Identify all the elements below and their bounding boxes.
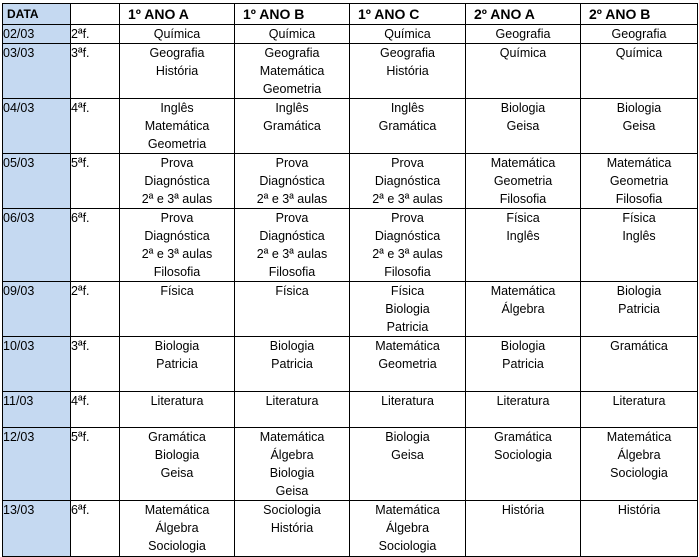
subject-text: Álgebra (617, 448, 661, 462)
subject-cell (235, 25, 350, 44)
weekday-cell (71, 99, 120, 154)
subject-text: História (270, 521, 314, 535)
header-class-2a: 2º ANO A (466, 4, 581, 25)
subject-cell (120, 25, 235, 44)
subject-cell (581, 154, 698, 209)
subject-text: Literatura (381, 394, 434, 408)
subject-text: Filosofia (268, 265, 316, 279)
subject-cell (120, 154, 235, 209)
subject-text: Álgebra (385, 521, 430, 535)
subject-text: Gramática (610, 339, 668, 353)
subject-cell (350, 337, 466, 392)
subject-text: Biologia (154, 339, 200, 353)
table-row (3, 25, 698, 44)
subject-cell (120, 209, 235, 282)
subject-text: Literatura (612, 394, 666, 408)
subject-text: Matemática (375, 503, 440, 517)
subject-text: História (155, 64, 199, 78)
date-text: 13/03 (3, 503, 35, 517)
date-text: 02/03 (3, 27, 35, 41)
subject-cell (581, 392, 698, 428)
header-class-1a: 1º ANO A (120, 4, 235, 25)
weekday-text: 4ªf. (71, 101, 90, 115)
subject-cell (581, 337, 698, 392)
subject-text: Gramática (263, 119, 321, 133)
subject-text: Álgebra (270, 448, 314, 462)
subject-cell (466, 99, 581, 154)
subject-text: Geometria (378, 357, 437, 371)
subject-text: 2ª e 3ª aulas (256, 192, 328, 206)
subject-cell (235, 44, 350, 99)
subject-text: Diagnóstica (374, 229, 441, 243)
subject-text: Matemática (259, 430, 325, 444)
subject-cell (581, 99, 698, 154)
subject-text: Biologia (385, 430, 430, 444)
subject-text: Prova (160, 211, 194, 225)
subject-text: Matemática (606, 430, 672, 444)
weekday-text: 4ªf. (71, 394, 90, 408)
date-cell (3, 44, 71, 99)
subject-text: Geometria (262, 82, 322, 96)
date-cell (3, 209, 71, 282)
subject-cell (350, 392, 466, 428)
subject-cell (235, 209, 350, 282)
subject-text: Prova (391, 156, 424, 170)
date-text: 10/03 (3, 339, 35, 353)
subject-text: Filosofia (153, 265, 201, 279)
weekday-cell (71, 282, 120, 337)
table-row (3, 501, 698, 557)
subject-text: Sociologia (263, 503, 321, 517)
weekday-cell (71, 337, 120, 392)
subject-text: Prova (275, 211, 309, 225)
subject-text: Biologia (500, 339, 546, 353)
weekday-cell (71, 44, 120, 99)
subject-cell (466, 282, 581, 337)
weekday-text: 6ªf. (71, 503, 90, 517)
subject-text: Filosofia (499, 192, 547, 206)
subject-text: Literatura (265, 394, 319, 408)
date-text: 12/03 (3, 430, 35, 444)
header-day (71, 4, 120, 25)
subject-text: Geisa (275, 484, 309, 498)
subject-text: Biologia (616, 101, 662, 115)
subject-text: História (617, 503, 661, 517)
date-cell (3, 25, 71, 44)
subject-text: Geografia (495, 27, 551, 41)
date-text: 06/03 (3, 211, 35, 225)
subject-cell (466, 428, 581, 501)
subject-cell (235, 282, 350, 337)
subject-cell (581, 501, 698, 557)
subject-text: Filosofia (384, 265, 431, 279)
subject-cell (120, 428, 235, 501)
subject-cell (581, 282, 698, 337)
subject-text: Matemática (144, 503, 210, 517)
weekday-cell (71, 501, 120, 557)
subject-cell (466, 501, 581, 557)
subject-cell (581, 209, 698, 282)
subject-text: Física (160, 284, 194, 298)
subject-text: Geisa (622, 119, 656, 133)
header-class-1b: 1º ANO B (235, 4, 350, 25)
subject-text: Física (390, 284, 425, 298)
subject-cell (466, 392, 581, 428)
date-cell (3, 337, 71, 392)
date-text: 09/03 (3, 284, 35, 298)
subject-text: Biologia (269, 339, 315, 353)
schedule-table (2, 3, 698, 557)
subject-cell (235, 99, 350, 154)
subject-text: Biologia (269, 466, 315, 480)
subject-text: Química (268, 27, 316, 41)
subject-text: Diagnóstica (144, 229, 210, 243)
table-row (3, 44, 698, 99)
subject-text: Geometria (147, 137, 207, 151)
subject-text: Química (615, 46, 663, 60)
weekday-cell (71, 392, 120, 428)
subject-cell (120, 282, 235, 337)
date-text: 05/03 (3, 156, 35, 170)
subject-cell (235, 154, 350, 209)
table-row (3, 99, 698, 154)
weekday-text: 6ªf. (71, 211, 90, 225)
subject-text: 2ª e 3ª aulas (372, 247, 443, 261)
subject-text: Diagnóstica (374, 174, 441, 188)
date-cell (3, 428, 71, 501)
subject-cell (120, 99, 235, 154)
subject-text: História (501, 503, 545, 517)
subject-text: Matemática (144, 119, 210, 133)
subject-text: Sociologia (148, 539, 206, 553)
subject-cell (235, 428, 350, 501)
weekday-text: 5ªf. (71, 430, 90, 444)
date-cell (3, 154, 71, 209)
subject-text: História (386, 64, 429, 78)
subject-text: Biologia (154, 448, 200, 462)
subject-text: Diagnóstica (144, 174, 210, 188)
subject-text: Geografia (264, 46, 320, 60)
subject-text: Literatura (150, 394, 204, 408)
subject-text: Química (499, 46, 547, 60)
subject-text: 2ª e 3ª aulas (372, 192, 443, 206)
subject-text: Inglês (160, 101, 194, 115)
subject-text: Matemática (490, 284, 556, 298)
subject-text: Prova (391, 211, 424, 225)
subject-cell (581, 428, 698, 501)
subject-cell (235, 392, 350, 428)
subject-text: Física (506, 211, 540, 225)
subject-cell (466, 209, 581, 282)
subject-text: Matemática (606, 156, 672, 170)
subject-cell (120, 44, 235, 99)
subject-text: Sociologia (494, 448, 552, 462)
date-cell (3, 99, 71, 154)
weekday-text: 3ªf. (71, 339, 90, 353)
subject-text: Sociologia (610, 466, 668, 480)
weekday-cell (71, 428, 120, 501)
subject-text: Patricia (618, 302, 660, 316)
weekday-text: 2ªf. (71, 27, 90, 41)
subject-text: Geometria (609, 174, 669, 188)
subject-cell (350, 282, 466, 337)
date-cell (3, 282, 71, 337)
subject-text: Geisa (391, 448, 424, 462)
subject-cell (350, 428, 466, 501)
subject-text: Física (275, 284, 309, 298)
subject-cell (350, 501, 466, 557)
subject-text: Inglês (275, 101, 309, 115)
subject-text: Química (384, 27, 431, 41)
subject-text: Biologia (385, 302, 430, 316)
subject-text: Filosofia (615, 192, 663, 206)
subject-text: Biologia (500, 101, 546, 115)
weekday-text: 2ªf. (71, 284, 90, 298)
table-row (3, 282, 698, 337)
subject-text: Química (153, 27, 201, 41)
date-text: 11/03 (3, 394, 34, 408)
subject-text: Matemática (259, 64, 325, 78)
subject-text: Gramática (494, 430, 552, 444)
subject-text: Álgebra (501, 302, 545, 316)
subject-cell (350, 44, 466, 99)
subject-text: Patricia (502, 357, 544, 371)
subject-text: Álgebra (155, 521, 199, 535)
subject-text: Matemática (375, 339, 440, 353)
weekday-cell (71, 209, 120, 282)
subject-cell (581, 44, 698, 99)
subject-text: 2ª e 3ª aulas (141, 247, 213, 261)
weekday-cell (71, 154, 120, 209)
table-row (3, 154, 698, 209)
subject-cell (235, 337, 350, 392)
weekday-text: 5ªf. (71, 156, 90, 170)
subject-text: Gramática (378, 119, 437, 133)
date-text: 04/03 (3, 101, 35, 115)
subject-cell (350, 99, 466, 154)
subject-text: Matemática (490, 156, 556, 170)
subject-text: Inglês (506, 229, 540, 243)
date-cell (3, 392, 71, 428)
subject-text: Patricia (156, 357, 198, 371)
header-date: DATA (3, 4, 71, 25)
subject-text: 2ª e 3ª aulas (141, 192, 213, 206)
table-row (3, 392, 698, 428)
subject-text: Diagnóstica (259, 174, 325, 188)
table-row (3, 428, 698, 501)
subject-cell (581, 25, 698, 44)
header-row (3, 4, 698, 25)
subject-cell (120, 337, 235, 392)
subject-text: Inglês (622, 229, 656, 243)
subject-text: Geografia (149, 46, 205, 60)
subject-cell (350, 209, 466, 282)
subject-text: Geisa (506, 119, 540, 133)
subject-cell (350, 154, 466, 209)
subject-cell (466, 154, 581, 209)
subject-cell (350, 25, 466, 44)
header-class-1c: 1º ANO C (350, 4, 466, 25)
date-cell (3, 501, 71, 557)
subject-text: Literatura (496, 394, 550, 408)
subject-text: Prova (160, 156, 194, 170)
header-class-2b: 2º ANO B (581, 4, 698, 25)
subject-text: 2ª e 3ª aulas (256, 247, 328, 261)
subject-text: Prova (275, 156, 309, 170)
subject-text: Diagnóstica (259, 229, 325, 243)
subject-text: Patricia (271, 357, 313, 371)
subject-text: Gramática (148, 430, 206, 444)
subject-cell (235, 501, 350, 557)
subject-text: Geisa (160, 466, 194, 480)
subject-cell (466, 337, 581, 392)
subject-text: Física (622, 211, 656, 225)
subject-text: Geografia (611, 27, 667, 41)
subject-cell (466, 25, 581, 44)
weekday-cell (71, 25, 120, 44)
weekday-text: 3ªf. (71, 46, 90, 60)
subject-text: Biologia (616, 284, 662, 298)
subject-text: Geografia (380, 46, 435, 60)
subject-text: Geometria (493, 174, 553, 188)
table-row (3, 209, 698, 282)
schedule-body (3, 25, 698, 557)
subject-cell (120, 501, 235, 557)
subject-text: Sociologia (378, 539, 437, 553)
subject-cell (466, 44, 581, 99)
date-text: 03/03 (3, 46, 35, 60)
table-row (3, 337, 698, 392)
subject-text: Patricia (386, 320, 429, 334)
subject-cell (120, 392, 235, 428)
subject-text: Inglês (390, 101, 425, 115)
